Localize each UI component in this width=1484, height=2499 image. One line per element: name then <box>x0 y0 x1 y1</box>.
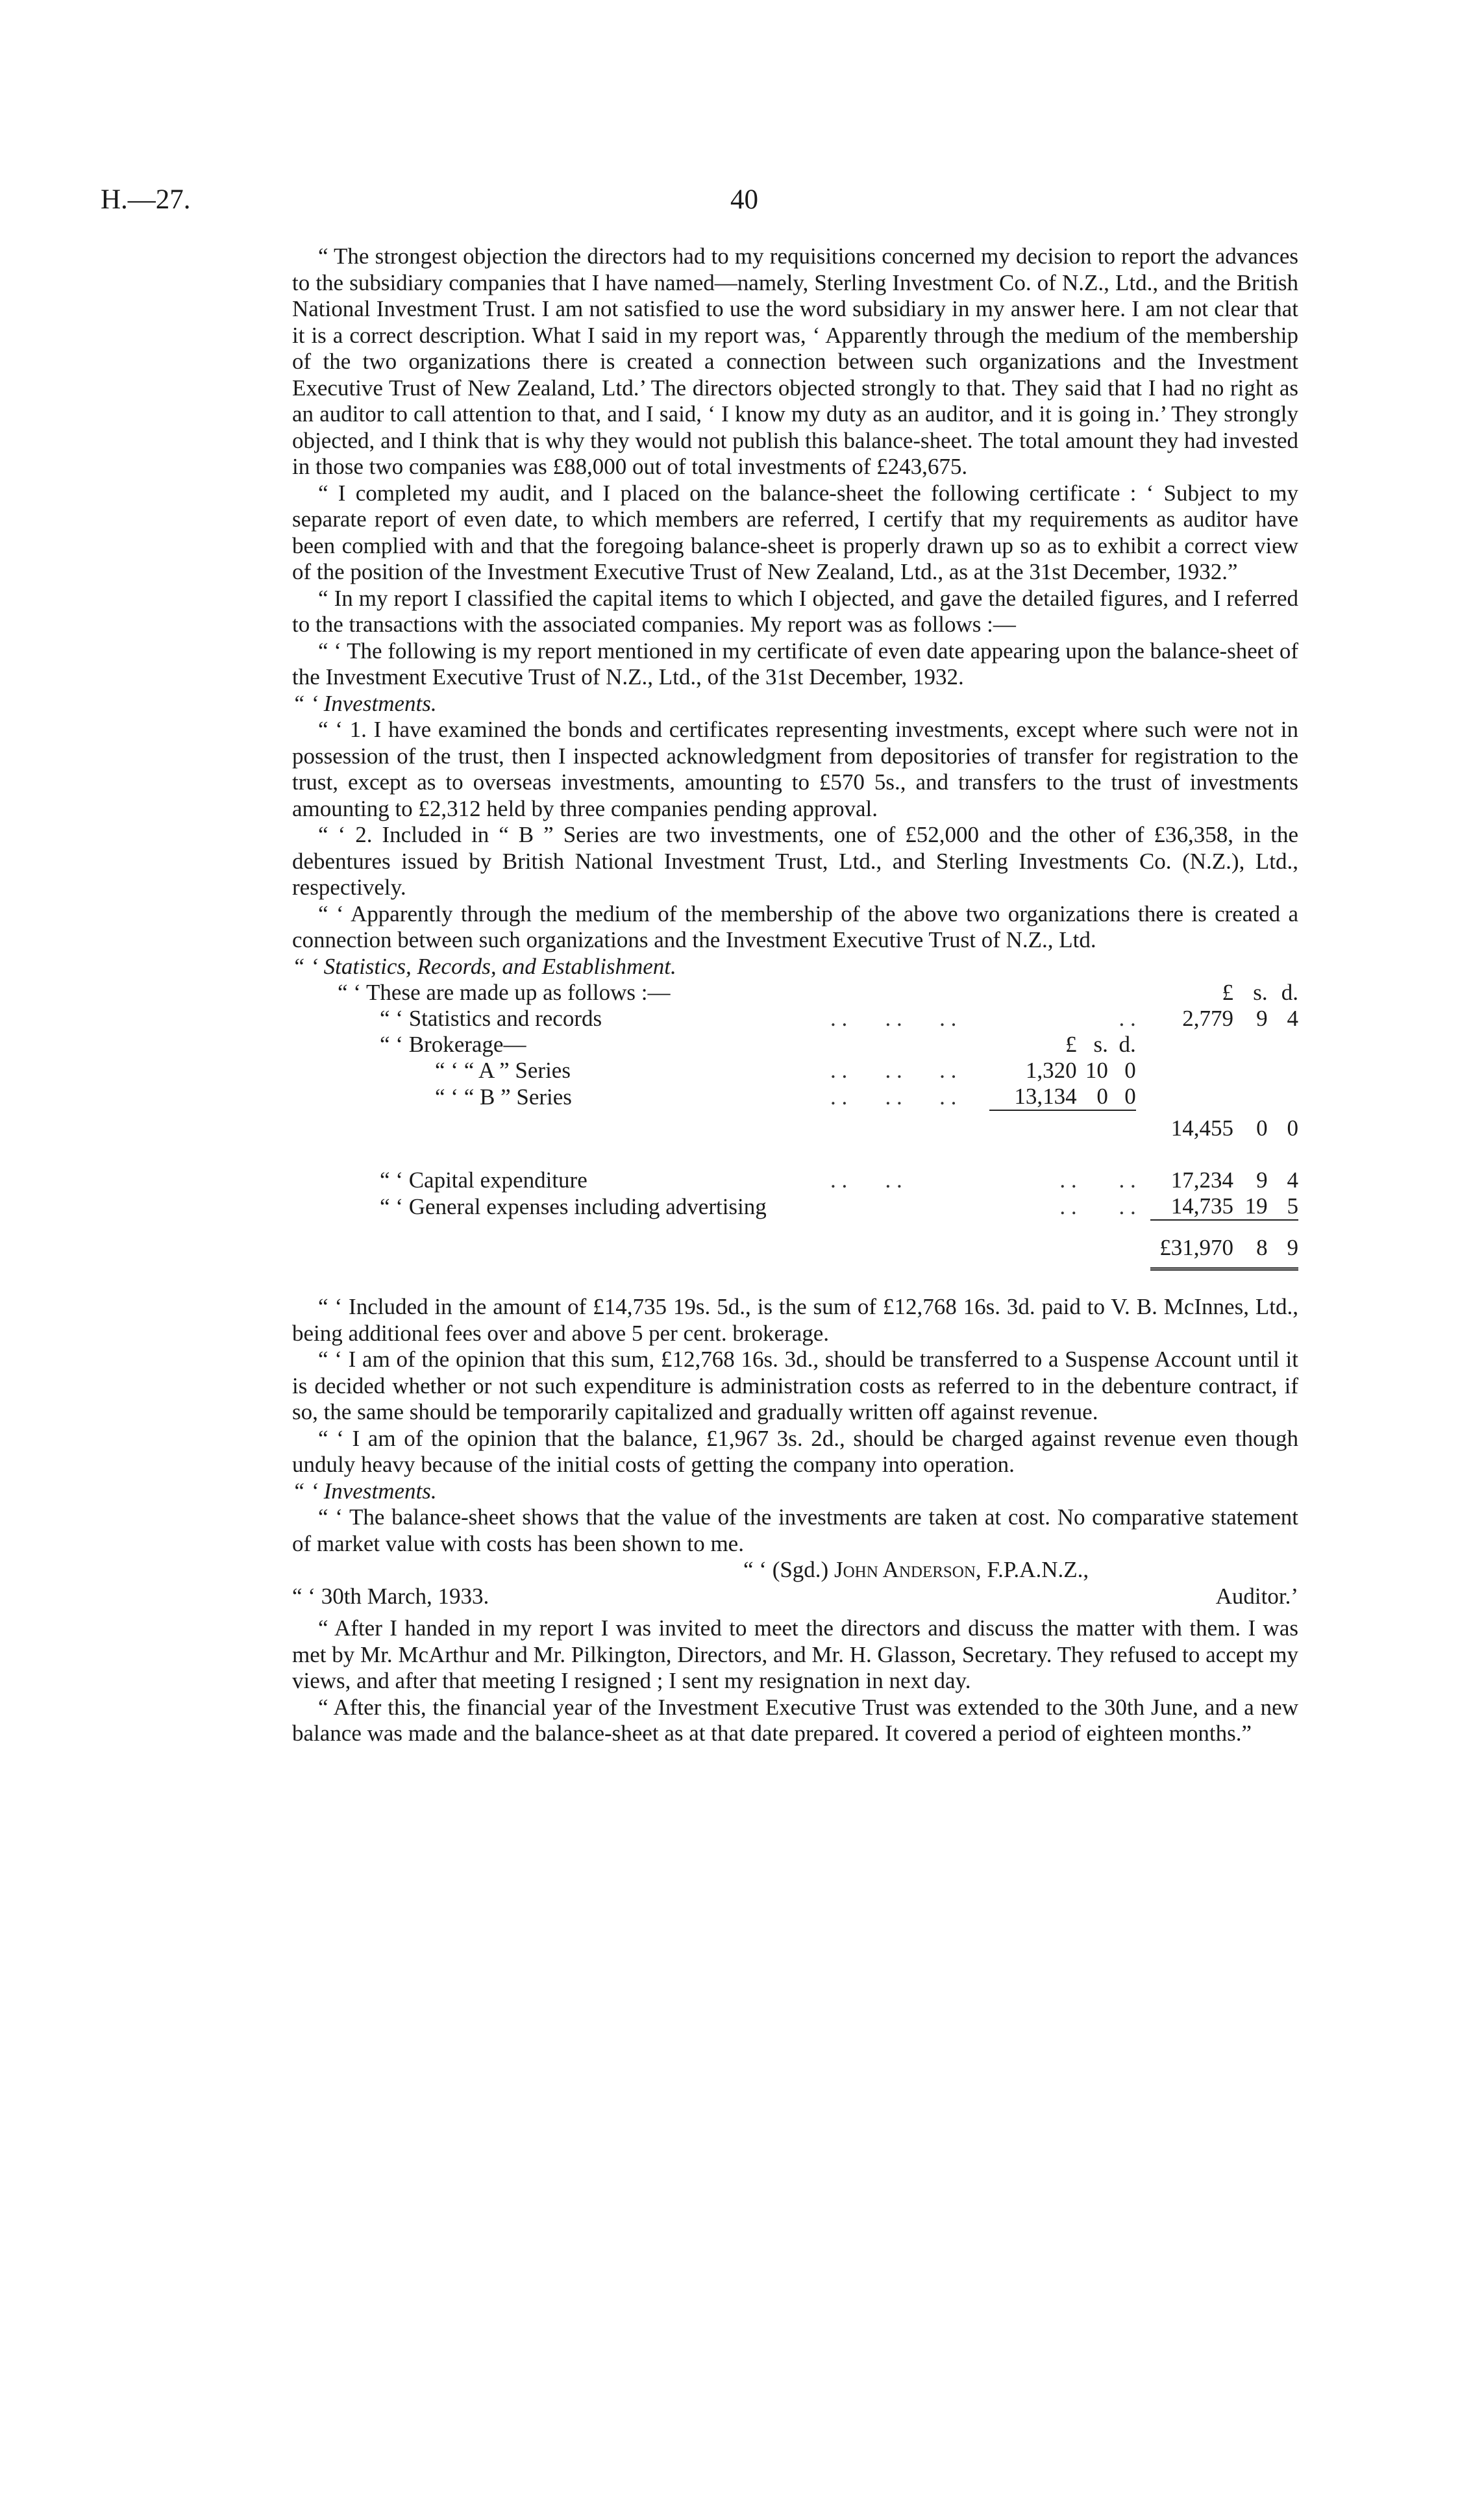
signature-block <box>292 1557 1298 1610</box>
amount-shillings: 0 <box>1096 1084 1108 1109</box>
statement-row: “ ‘ Statistics and records . . . . . . . . 2,779 9 4 <box>338 1006 1298 1032</box>
total-shillings: 8 <box>1233 1220 1268 1269</box>
row-label: “ ‘ “ B ” Series <box>435 1084 572 1110</box>
total-pounds: £31,970 <box>1150 1220 1233 1269</box>
amount-pence: 5 <box>1287 1193 1298 1219</box>
expenditure-statement <box>338 980 1298 1271</box>
paragraph: “ I completed my audit, and I placed on the balance-sheet the following certificate : ‘ Subject to my separate report of even date, to which members are referred, I certify that my requirements as auditor have been complied with and that the foregoing balance-sheet is properly drawn up so as to exhibit a correct view of the position of the Investment Executive Trust of New Zealand, Ltd., as at the 31st December, 1932.” <box>292 480 1298 584</box>
paragraph: “ After this, the financial year of the Investment Executive Trust was extended to the 30th June, and a new balance was made and the balance-sheet as at that date prepared. It covered a period of eighteen months.” <box>292 1694 1298 1746</box>
paragraph: “ ‘ The balance-sheet shows that the value of the investments are taken at cost. No comparative statement of market value with costs has been shown to me. <box>292 1504 1298 1556</box>
amount-pence: 0 <box>1124 1058 1136 1083</box>
statement-subtotal-row <box>338 1110 1298 1141</box>
amount-shillings: 10 <box>1085 1058 1108 1083</box>
row-label: “ ‘ “ A ” Series <box>435 1058 571 1083</box>
signature-prefix: “ ‘ (Sgd.) <box>743 1557 829 1582</box>
amount-shillings: 9 <box>1256 1167 1268 1193</box>
column-pounds: £ <box>1222 980 1233 1005</box>
signatory-name: John Anderson <box>834 1557 976 1582</box>
page-number: 40 <box>730 184 758 215</box>
amount-pounds: 1,320 <box>1025 1058 1077 1083</box>
amount-pounds: 14,735 <box>1170 1193 1233 1219</box>
paragraph: “ In my report I classified the capital items to which I objected, and gave the detailed figures, and I referred to the transactions with the associated companies. My report was as follows :— <box>292 585 1298 637</box>
section-heading: “ ‘ Statistics, Records, and Establishment. <box>292 953 676 979</box>
paragraph: “ The strongest objection the directors had to my requisitions concerned my decision to report the advances to the subsidiary companies that I have named—namely, Sterling Investment Co. of N.Z., Ltd., and the British National Investment Trust. I am not satisfied to use the word subsidiary in my answer here. I am not clear that it is a correct description. What I said in my report was, ‘ Apparently through the medium of the membership of the two organizations there is created a connection between such organizations and the Investment Executive Trust of New Zealand, Ltd.’ The directors objected strongly to that. They said that I had no right as an auditor to call attention to that, and I said, ‘ I know my duty as an auditor, and it is going in.’ They strongly objected, and I think that is why they would not publish this balance-sheet. The total amount they had invested in those two companies was £88,000 out of total investments of £243,675. <box>292 243 1298 479</box>
signatory-credentials: , F.P.A.N.Z., <box>975 1557 1089 1582</box>
paragraph: “ ‘ Included in the amount of £14,735 19s. 5d., is the sum of £12,768 16s. 3d. paid to V. B. McInnes, Ltd., being additional fees over and above 5 per cent. brokerage. <box>292 1294 1298 1346</box>
total-pence: 9 <box>1268 1220 1298 1269</box>
sub-column-shillings: s. <box>1093 1032 1108 1057</box>
signature-date: “ ‘ 30th March, 1933. <box>292 1584 489 1609</box>
paragraph: “ ‘ I am of the opinion that this sum, £12,768 16s. 3d., should be transferred to a Suspense Account until it is decided whether or not such expenditure is administration costs as referred to in the debenture contract, if so, the same should be temporarily capitalized and gradually written off against revenue. <box>292 1347 1298 1424</box>
statement-row: “ ‘ “ A ” Series . . . . . . 1,320 10 0 <box>338 1058 1298 1084</box>
document-code: H.—27. <box>101 184 191 215</box>
row-label: “ ‘ Statistics and records <box>380 1006 602 1031</box>
amount-pounds: 2,779 <box>1182 1006 1233 1031</box>
subtotal-pounds: 14,455 <box>1170 1115 1233 1141</box>
row-label: “ ‘ Brokerage— <box>380 1032 526 1057</box>
amount-pence: 4 <box>1287 1167 1298 1193</box>
statement-row <box>338 1032 1298 1058</box>
paragraph: “ ‘ I am of the opinion that the balance, £1,967 3s. 2d., should be charged against revenue even though unduly heavy because of the initial costs of getting the company into operation. <box>292 1425 1298 1477</box>
subtotal-pence: 0 <box>1287 1115 1298 1141</box>
statement-row: “ ‘ “ B ” Series . . . . . . 13,134 0 0 <box>338 1084 1298 1110</box>
statement-row: “ ‘ Capital expenditure . . . . . . . . 17,234 9 4 <box>338 1167 1298 1193</box>
section-heading: “ ‘ Investments. <box>292 1478 437 1504</box>
signature-line <box>743 1557 1089 1584</box>
statement-row: “ ‘ General expenses including advertising . . . . 14,735 19 5 <box>338 1193 1298 1220</box>
sub-column-pounds: £ <box>1065 1032 1077 1057</box>
column-shillings: s. <box>1253 980 1268 1005</box>
paragraph: “ ‘ The following is my report mentioned in my certificate of even date appearing upon the balance-sheet of the Investment Executive Trust of N.Z., Ltd., of the 31st December, 1932. <box>292 638 1298 690</box>
subtotal-shillings: 0 <box>1256 1115 1268 1141</box>
paragraph: “ ‘ 1. I have examined the bonds and certificates representing investments, except where such were not in possession of the trust, then I inspected acknowledgment from depositories of transfer for registration to the trust, except as to overseas investments, amounting to £570 5s., and transfers to the trust of investments amounting to £2,312 held by three companies pending approval. <box>292 717 1298 821</box>
row-label: “ ‘ General expenses including advertising <box>380 1194 767 1219</box>
amount-pounds: 17,234 <box>1170 1167 1233 1193</box>
section-heading: “ ‘ Investments. <box>292 690 437 716</box>
amount-pounds: 13,134 <box>1014 1084 1077 1109</box>
amount-pence: 0 <box>1124 1084 1136 1109</box>
amount-shillings: 9 <box>1256 1006 1268 1031</box>
paragraph: “ ‘ Apparently through the medium of the membership of the above two organizations there is created a connection between such organizations and the Investment Executive Trust of N.Z., Ltd. <box>292 901 1298 952</box>
statement-header-row <box>338 980 1298 1006</box>
document-body <box>292 243 1298 1747</box>
amount-shillings: 19 <box>1244 1193 1268 1219</box>
signatory-role: Auditor.’ <box>1215 1584 1298 1609</box>
paragraph: “ ‘ 2. Included in “ B ” Series are two investments, one of £52,000 and the other of £36,358, in the debentures issued by British National Investment Trust, Ltd., and Sterling Investments Co. (N.Z.), Ltd., respectively. <box>292 822 1298 900</box>
column-pence: d. <box>1281 980 1298 1005</box>
paragraph: “ After I handed in my report I was invited to meet the directors and discuss the matter with them. I was met by Mr. McArthur and Mr. Pilkington, Directors, and Mr. H. Glasson, Secretary. They refused to accept my views, and after that meeting I resigned ; I sent my resignation in next day. <box>292 1615 1298 1693</box>
row-label: “ ‘ Capital expenditure <box>380 1167 587 1193</box>
statement-total-row <box>338 1220 1298 1269</box>
statement-intro: “ ‘ These are made up as follows :— <box>338 980 671 1005</box>
sub-column-pence: d. <box>1119 1032 1136 1057</box>
amount-pence: 4 <box>1287 1006 1298 1031</box>
